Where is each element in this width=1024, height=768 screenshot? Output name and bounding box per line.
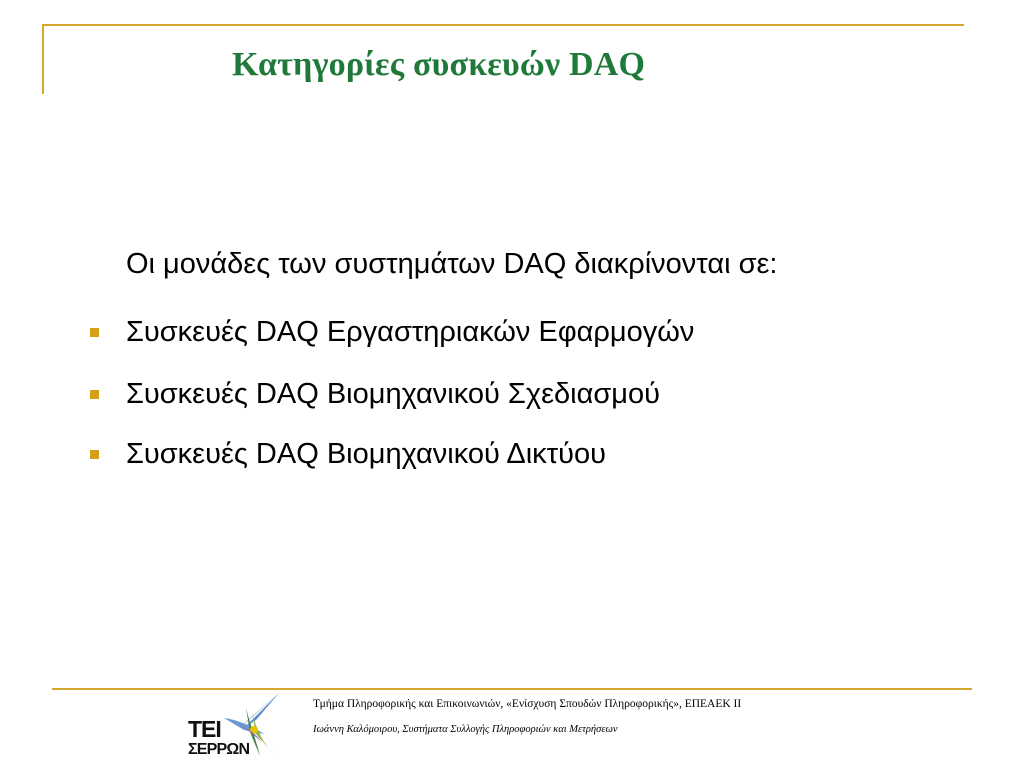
logo-text-tei: ΤΕΙ <box>188 716 221 742</box>
footer-department-text: Τμήμα Πληροφορικής και Επικοινωνιών, «Ενίσχυση Σπουδών Πληροφορικής», ΕΠΕΑΕΚ ΙΙ <box>313 698 742 710</box>
bullet-item <box>90 312 694 352</box>
left-divider <box>42 24 44 94</box>
intro-text: Οι μονάδες των συστημάτων DAQ διακρίνονται σε: <box>126 248 778 280</box>
bullet-square-icon <box>90 390 99 399</box>
slide-title: Κατηγορίες συσκευών DAQ <box>232 46 646 83</box>
bullet-item <box>90 434 606 474</box>
footer-author-text: Ιωάννη Καλόμοιρου, Συστήματα Συλλογής Πληροφοριών και Μετρήσεων <box>313 724 618 735</box>
bullet-label: Συσκευές DAQ Βιομηχανικού Σχεδιασμού <box>126 377 660 410</box>
top-divider <box>42 24 964 26</box>
bullet-item <box>90 374 660 414</box>
bullet-square-icon <box>90 450 99 459</box>
bullet-label: Συσκευές DAQ Βιομηχανικού Δικτύου <box>126 437 606 470</box>
bullet-label: Συσκευές DAQ Εργαστηριακών Εφαρμογών <box>126 315 695 348</box>
bullet-square-icon <box>90 328 99 337</box>
logo-text-serron: ΣΕΡΡΩΝ <box>188 741 250 758</box>
